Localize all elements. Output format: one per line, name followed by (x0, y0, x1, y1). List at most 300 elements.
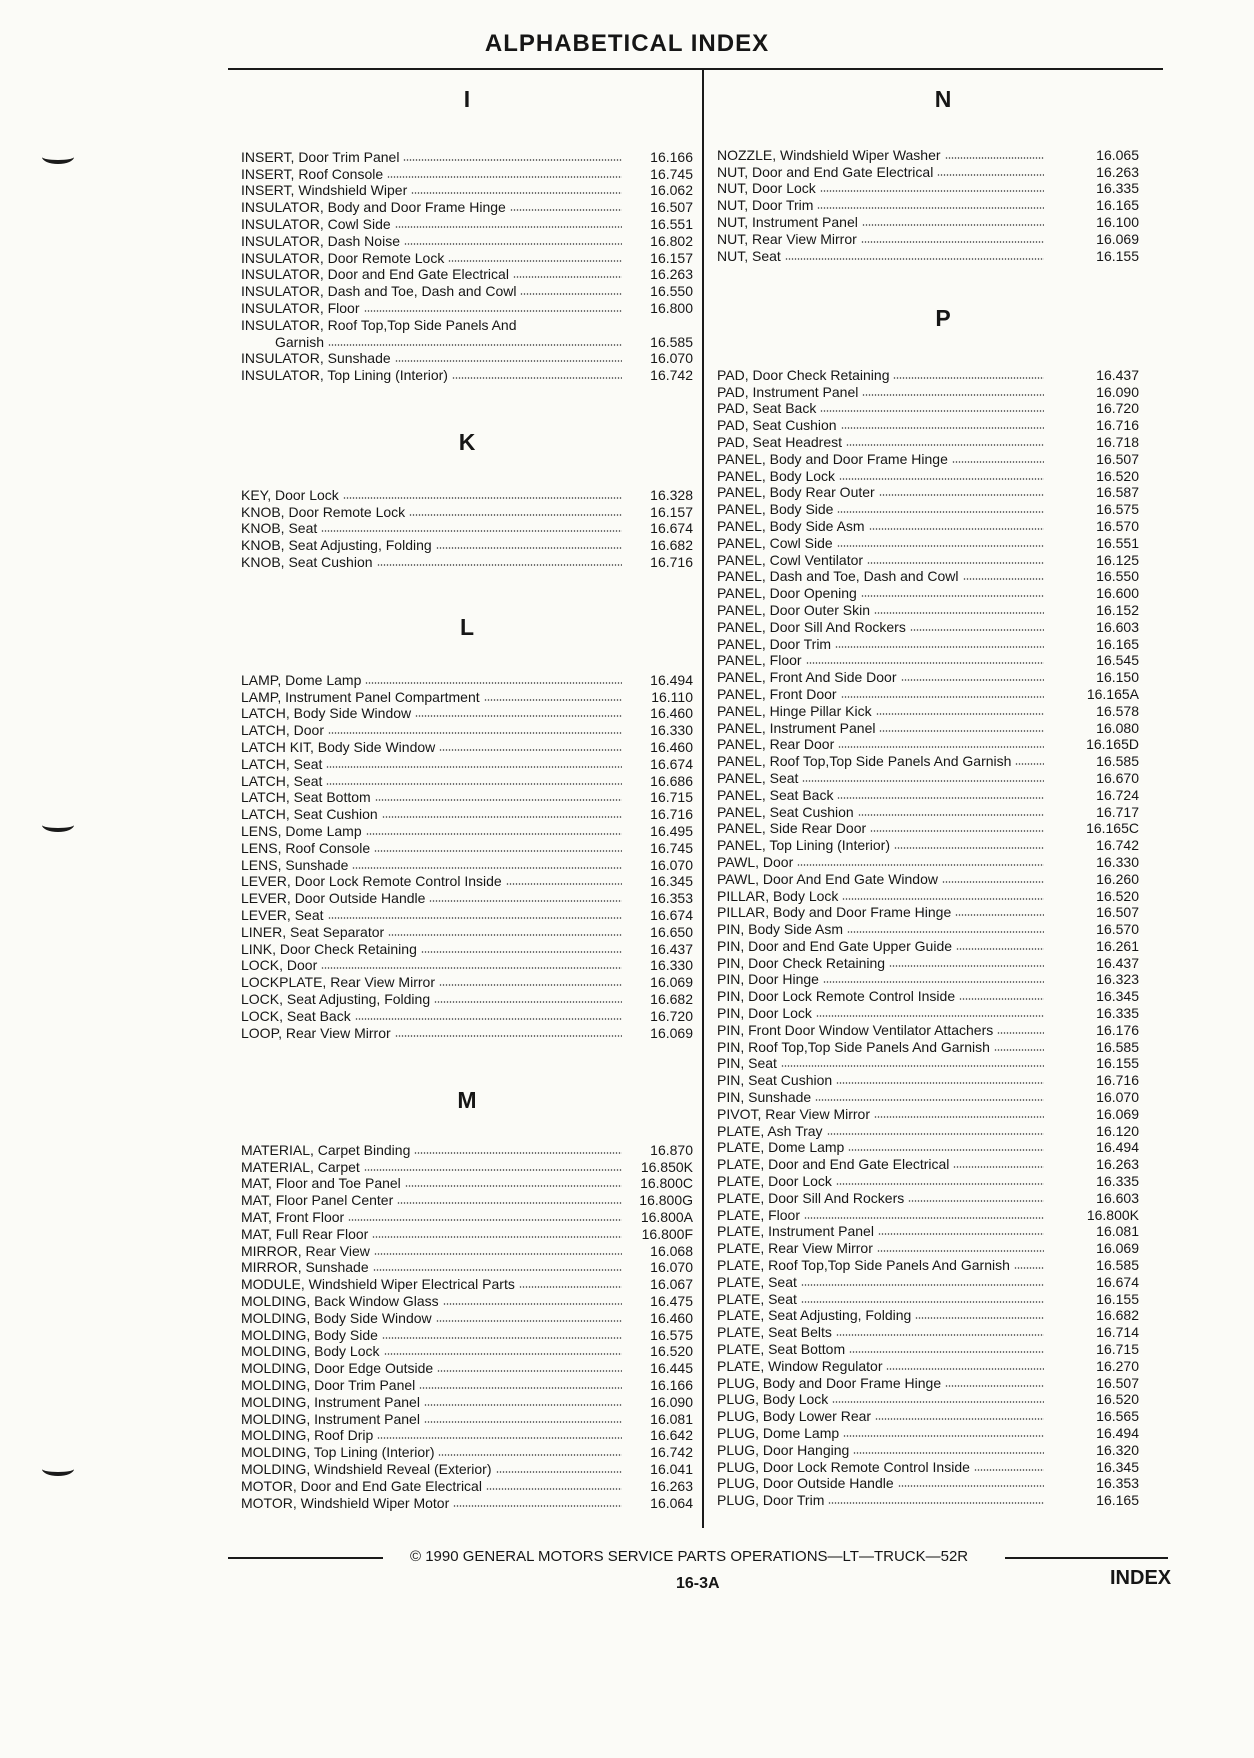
entry-term: PLATE, Seat Adjusting, Folding (717, 1307, 912, 1324)
entry-reference: 16.335 (1096, 1173, 1139, 1190)
entry-term: PLATE, Seat (717, 1273, 797, 1290)
index-entry (241, 299, 693, 316)
dot-leader (823, 981, 1044, 983)
dot-leader (424, 1421, 622, 1423)
index-entry (241, 1343, 693, 1360)
dot-leader (994, 1049, 1044, 1051)
entry-reference: 16.069 (650, 974, 693, 991)
entry-list-k (241, 486, 693, 570)
dot-leader (889, 965, 1044, 967)
entry-reference: 16.460 (650, 705, 693, 722)
index-entry (241, 721, 693, 738)
dot-leader (894, 847, 1044, 849)
index-entry (717, 213, 1139, 230)
index-entry (717, 1256, 1139, 1273)
entry-term: KNOB, Seat Adjusting, Folding (241, 537, 432, 554)
entry-term: INSERT, Roof Console (241, 165, 384, 182)
entry-term: PLATE, Door and End Gate Electrical (717, 1156, 950, 1173)
entry-reference: 16.345 (1096, 1458, 1139, 1475)
entry-term: PANEL, Body Lock (717, 467, 836, 484)
index-entry (717, 534, 1139, 551)
entry-reference: 16.720 (1096, 400, 1139, 417)
entry-term: PANEL, Instrument Panel (717, 719, 876, 736)
index-entry (241, 1225, 693, 1242)
index-entry (717, 1357, 1139, 1374)
entry-term: PANEL, Seat Back (717, 786, 834, 803)
entry-term: LEVER, Door Outside Handle (241, 890, 426, 907)
entry-term: PIN, Roof Top,Top Side Panels And Garnish (717, 1038, 990, 1055)
entry-reference: 16.335 (1096, 1005, 1139, 1022)
entry-reference: 16.674 (1096, 1273, 1139, 1290)
entry-term: INSULATOR, Door and End Gate Electrical (241, 266, 509, 283)
dot-leader (874, 1116, 1044, 1118)
dot-leader (434, 1001, 622, 1003)
entry-term: PILLAR, Body and Door Frame Hinge (717, 904, 952, 921)
entry-term: PIVOT, Rear View Mirror (717, 1105, 870, 1122)
dot-leader (853, 1452, 1044, 1454)
dot-leader (820, 190, 1044, 192)
entry-term: PLUG, Door Trim (717, 1492, 825, 1509)
entry-term: KEY, Door Lock (241, 486, 339, 503)
entry-term: PIN, Door Lock (717, 1005, 812, 1022)
entry-term: PIN, Door Check Retaining (717, 954, 886, 971)
index-entry (241, 503, 693, 520)
footer-rule-left (228, 1557, 383, 1559)
entry-list-l (241, 671, 693, 1041)
dot-leader (448, 260, 622, 262)
index-entry (241, 1477, 693, 1494)
dot-leader (355, 1018, 622, 1020)
index-entry (717, 1340, 1139, 1357)
entry-term: PIN, Front Door Window Ventilator Attachers (717, 1021, 994, 1038)
dot-leader (374, 1253, 622, 1255)
dot-leader (876, 713, 1044, 715)
entry-reference: 16.507 (1096, 904, 1139, 921)
entry-term: PANEL, Door Sill And Rockers (717, 618, 906, 635)
entry-term: LOCK, Seat Back (241, 1007, 351, 1024)
index-entry (717, 1441, 1139, 1458)
index-entry (717, 920, 1139, 937)
entry-reference: 16.069 (1096, 230, 1139, 247)
entry-term: PILLAR, Body Lock (717, 887, 839, 904)
entry-reference: 16.716 (650, 806, 693, 823)
index-entry (241, 215, 693, 232)
entry-reference: 16.570 (1096, 921, 1139, 938)
dot-leader (997, 1032, 1044, 1034)
dot-leader (862, 224, 1044, 226)
index-entry (717, 987, 1139, 1004)
entry-list-p (717, 366, 1139, 1508)
index-entry (717, 685, 1139, 702)
entry-reference: 16.686 (650, 772, 693, 789)
dot-leader (439, 984, 622, 986)
index-entry (241, 738, 693, 755)
entry-term: LATCH KIT, Body Side Window (241, 738, 436, 755)
dot-leader (801, 1284, 1044, 1286)
dot-leader (443, 1303, 622, 1305)
entry-reference: 16.437 (650, 940, 693, 957)
section-label: INDEX (1110, 1567, 1172, 1589)
entry-reference: 16.603 (1096, 618, 1139, 635)
entry-term: MOLDING, Instrument Panel (241, 1410, 420, 1427)
entry-reference: 16.551 (1096, 534, 1139, 551)
entry-reference: 16.081 (650, 1410, 693, 1427)
entry-term: PLATE, Rear View Mirror (717, 1240, 873, 1257)
index-entry (717, 719, 1139, 736)
index-entry (717, 887, 1139, 904)
dot-leader (836, 1183, 1044, 1185)
entry-reference: 16.800F (641, 1225, 693, 1242)
entry-reference: 16.507 (650, 199, 693, 216)
dot-leader (886, 1368, 1044, 1370)
index-entry (717, 1071, 1139, 1088)
index-entry (241, 940, 693, 957)
entry-reference: 16.545 (1096, 652, 1139, 669)
entry-term: PANEL, Hinge Pillar Kick (717, 702, 872, 719)
index-entry (717, 400, 1139, 417)
index-entry (241, 1141, 693, 1158)
index-entry (241, 1359, 693, 1376)
dot-leader (915, 1317, 1044, 1319)
entry-term: PANEL, Body Side Asm (717, 517, 865, 534)
entry-term: PIN, Body Side Asm (717, 921, 844, 938)
entry-term: PANEL, Cowl Side (717, 534, 833, 551)
page-number: 16-3A (676, 1575, 720, 1592)
dot-leader (862, 394, 1044, 396)
index-entry (717, 836, 1139, 853)
index-entry (717, 1038, 1139, 1055)
dot-leader (837, 511, 1044, 513)
entry-reference: 16.437 (1096, 954, 1139, 971)
section-letter-m: M (457, 1087, 477, 1113)
index-entry (717, 618, 1139, 635)
entry-term: PIN, Seat Cushion (717, 1072, 833, 1089)
entry-reference: 16.585 (650, 333, 693, 350)
dot-leader (893, 377, 1044, 379)
index-entry (717, 551, 1139, 568)
index-entry (717, 163, 1139, 180)
footer-copyright: © 1990 GENERAL MOTORS SERVICE PARTS OPERATIONS—LT—TRUCK—52R (410, 1548, 969, 1565)
dot-leader (375, 799, 622, 801)
entry-reference: 16.353 (650, 890, 693, 907)
entry-reference: 16.152 (1096, 601, 1139, 618)
index-entry (241, 688, 693, 705)
entry-term: PAD, Instrument Panel (717, 383, 859, 400)
index-entry (241, 1410, 693, 1427)
entry-term: PLATE, Seat Belts (717, 1324, 832, 1341)
index-entry (717, 366, 1139, 383)
entry-reference: 16.090 (650, 1393, 693, 1410)
index-entry (241, 906, 693, 923)
entry-reference: 16.110 (651, 688, 693, 705)
dot-leader (328, 917, 623, 919)
entry-term: MOLDING, Roof Drip (241, 1427, 374, 1444)
index-entry (241, 165, 693, 182)
punch-hole-mark (42, 1462, 74, 1476)
entry-reference: 16.716 (1096, 417, 1139, 434)
entry-term: PANEL, Door Trim (717, 635, 832, 652)
entry-term: INSERT, Door Trim Panel (241, 148, 400, 165)
dot-leader (411, 192, 622, 194)
entry-reference: 16.330 (650, 957, 693, 974)
index-entry (717, 1105, 1139, 1122)
entry-term: INSULATOR, Cowl Side (241, 215, 391, 232)
index-entry (717, 1088, 1139, 1105)
dot-leader (804, 1217, 1044, 1219)
dot-leader (513, 276, 622, 278)
index-entry (717, 517, 1139, 534)
entry-term: LOOP, Rear View Mirror (241, 1024, 391, 1041)
dot-leader (843, 1435, 1044, 1437)
dot-leader (373, 1269, 622, 1271)
entry-reference: 16.578 (1096, 702, 1139, 719)
entry-reference: 16.070 (1096, 1089, 1139, 1106)
dot-leader (452, 377, 622, 379)
dot-leader (797, 864, 1044, 866)
index-entry (717, 1391, 1139, 1408)
entry-term: PIN, Door and End Gate Upper Guide (717, 937, 953, 954)
entry-term: Garnish (275, 333, 325, 350)
entry-reference: 16.070 (650, 350, 693, 367)
entry-reference: 16.742 (650, 367, 693, 384)
dot-leader (869, 528, 1044, 530)
index-entry (717, 601, 1139, 618)
index-entry (241, 182, 693, 199)
index-entry (241, 755, 693, 772)
index-entry (717, 803, 1139, 820)
index-entry (717, 1055, 1139, 1072)
entry-term: PLATE, Door Sill And Rockers (717, 1189, 905, 1206)
entry-term: PLATE, Floor (717, 1206, 800, 1223)
entry-reference: 16.166 (650, 148, 693, 165)
dot-leader (377, 564, 622, 566)
index-entry (717, 904, 1139, 921)
entry-term: MAT, Floor and Toe Panel (241, 1175, 401, 1192)
entry-term: LATCH, Seat (241, 772, 323, 789)
dot-leader (328, 344, 622, 346)
index-entry (717, 702, 1139, 719)
dot-leader (910, 629, 1044, 631)
dot-leader (841, 427, 1044, 429)
index-entry (717, 1290, 1139, 1307)
index-entry (717, 1139, 1139, 1156)
dot-leader (842, 898, 1044, 900)
dot-leader (364, 1169, 622, 1171)
entry-term: PLATE, Door Lock (717, 1173, 832, 1190)
entry-reference: 16.263 (1096, 1156, 1139, 1173)
page-title: ALPHABETICAL INDEX (484, 30, 770, 57)
entry-term: INSULATOR, Sunshade (241, 350, 391, 367)
entry-term: PLUG, Body and Door Frame Hinge (717, 1374, 942, 1391)
dot-leader (841, 696, 1044, 698)
entry-term: NUT, Door and End Gate Electrical (717, 163, 934, 180)
entry-reference: 16.870 (650, 1141, 693, 1158)
footer-rule-right (1005, 1557, 1168, 1559)
dot-leader (364, 310, 622, 312)
index-entry (241, 1275, 693, 1292)
entry-term: MOLDING, Top Lining (Interior) (241, 1444, 435, 1461)
dot-leader (901, 679, 1045, 681)
entry-term: PAD, Seat Cushion (717, 417, 837, 434)
entry-term: LATCH, Seat (241, 755, 323, 772)
dot-leader (945, 1385, 1044, 1387)
index-entry (717, 467, 1139, 484)
entry-term: LATCH, Seat Bottom (241, 789, 371, 806)
index-entry (241, 973, 693, 990)
dot-leader (837, 797, 1044, 799)
index-entry (241, 350, 693, 367)
entry-term: MOLDING, Body Lock (241, 1343, 380, 1360)
entry-reference: 16.575 (650, 1326, 693, 1343)
index-entry (241, 1427, 693, 1444)
entry-reference: 16.720 (650, 1007, 693, 1024)
entry-term: PLATE, Seat (717, 1290, 797, 1307)
index-entry (717, 247, 1139, 264)
dot-leader (959, 998, 1044, 1000)
dot-leader (414, 1152, 622, 1154)
dot-leader (520, 293, 622, 295)
index-entry (241, 990, 693, 1007)
dot-leader (352, 867, 622, 869)
dot-leader (510, 209, 622, 211)
entry-reference: 16.475 (650, 1292, 693, 1309)
entry-term: MOLDING, Body Side Window (241, 1309, 432, 1326)
index-entry (717, 652, 1139, 669)
entry-reference: 16.575 (1096, 501, 1139, 518)
entry-term: MAT, Floor Panel Center (241, 1192, 394, 1209)
section-letter-i: I (463, 86, 471, 112)
entry-reference: 16.507 (1096, 450, 1139, 467)
entry-list-i (241, 148, 693, 383)
index-entry (717, 1122, 1139, 1139)
index-entry (717, 1021, 1139, 1038)
index-entry (717, 500, 1139, 517)
entry-list-n (717, 146, 1139, 264)
entry-term: PLATE, Instrument Panel (717, 1223, 874, 1240)
entry-term: PANEL, Side Rear Door (717, 820, 867, 837)
entry-term: PLATE, Window Regulator (717, 1357, 883, 1374)
index-entry (717, 1374, 1139, 1391)
entry-reference: 16.565 (1096, 1408, 1139, 1425)
dot-leader (846, 444, 1044, 446)
entry-term: MOLDING, Door Edge Outside (241, 1360, 434, 1377)
index-entry (241, 1208, 693, 1225)
entry-term: NUT, Rear View Mirror (717, 230, 857, 247)
entry-reference: 16.353 (1096, 1475, 1139, 1492)
entry-reference: 16.494 (650, 671, 693, 688)
entry-reference: 16.157 (650, 503, 693, 520)
entry-term: PLATE, Seat Bottom (717, 1341, 846, 1358)
index-entry (717, 484, 1139, 501)
entry-reference: 16.320 (1096, 1441, 1139, 1458)
entry-term: LEVER, Door Lock Remote Control Inside (241, 873, 502, 890)
entry-reference: 16.090 (1096, 383, 1139, 400)
dot-leader (820, 410, 1044, 412)
entry-term: PANEL, Floor (717, 652, 802, 669)
index-entry (241, 1376, 693, 1393)
entry-reference: 16.261 (1096, 937, 1139, 954)
entry-term: PAWL, Door And End Gate Window (717, 870, 938, 887)
entry-term: PIN, Door Lock Remote Control Inside (717, 988, 956, 1005)
dot-leader (384, 1353, 623, 1355)
entry-reference: 16.328 (650, 486, 693, 503)
index-entry (717, 450, 1139, 467)
entry-term: LATCH, Door (241, 722, 324, 739)
index-entry (241, 1024, 693, 1041)
entry-term: PANEL, Door Outer Skin (717, 601, 871, 618)
entry-reference: 16.800A (640, 1208, 693, 1225)
entry-reference: 16.587 (1096, 484, 1139, 501)
index-entry (241, 1292, 693, 1309)
entry-reference: 16.716 (1096, 1072, 1139, 1089)
entry-reference: 16.335 (1096, 180, 1139, 197)
entry-term: MOLDING, Body Side (241, 1326, 378, 1343)
entry-term: PLATE, Dome Lamp (717, 1139, 845, 1156)
entry-reference: 16.585 (1096, 1257, 1139, 1274)
entry-reference: 16.745 (650, 165, 693, 182)
index-entry (717, 1407, 1139, 1424)
entry-reference: 16.520 (650, 1343, 693, 1360)
dot-leader (974, 1469, 1044, 1471)
entry-term: LENS, Sunshade (241, 856, 349, 873)
index-entry (241, 1242, 693, 1259)
entry-term: MAT, Front Floor (241, 1208, 345, 1225)
index-entry (717, 971, 1139, 988)
index-entry (241, 316, 693, 333)
dot-leader (436, 1320, 622, 1322)
dot-leader (404, 243, 622, 245)
dot-leader (519, 1286, 622, 1288)
entry-reference: 16.674 (650, 906, 693, 923)
dot-leader (382, 816, 622, 818)
section-letter-n: N (934, 86, 952, 112)
entry-term: PLUG, Door Hanging (717, 1441, 850, 1458)
entry-term: KNOB, Door Remote Lock (241, 503, 406, 520)
index-entry (241, 839, 693, 856)
index-entry (241, 772, 693, 789)
index-entry (717, 635, 1139, 652)
entry-reference: 16.155 (1096, 247, 1139, 264)
dot-leader (952, 461, 1044, 463)
index-entry (241, 1158, 693, 1175)
index-entry (717, 668, 1139, 685)
dot-leader (388, 934, 622, 936)
dot-leader (937, 174, 1044, 176)
entry-term: MIRROR, Sunshade (241, 1259, 369, 1276)
entry-reference: 16.718 (1096, 433, 1139, 450)
entry-reference: 16.585 (1096, 1038, 1139, 1055)
index-entry (717, 1004, 1139, 1021)
dot-leader (874, 612, 1044, 614)
entry-reference: 16.494 (1096, 1139, 1139, 1156)
entry-term: NOZZLE, Windshield Wiper Washer (717, 146, 941, 163)
index-entry (241, 333, 693, 350)
entry-reference: 16.460 (650, 738, 693, 755)
index-entry (241, 266, 693, 283)
entry-term: PIN, Sunshade (717, 1089, 812, 1106)
section-letter-k: K (458, 429, 476, 455)
entry-reference: 16.600 (1096, 585, 1139, 602)
entry-term: MOTOR, Door and End Gate Electrical (241, 1477, 482, 1494)
dot-leader (343, 497, 622, 499)
dot-leader (415, 715, 622, 717)
dot-leader (861, 595, 1044, 597)
entry-reference: 16.670 (1096, 769, 1139, 786)
index-entry (717, 937, 1139, 954)
dot-leader (781, 1065, 1044, 1067)
entry-term: LINER, Seat Separator (241, 923, 385, 940)
dot-leader (828, 1502, 1044, 1504)
